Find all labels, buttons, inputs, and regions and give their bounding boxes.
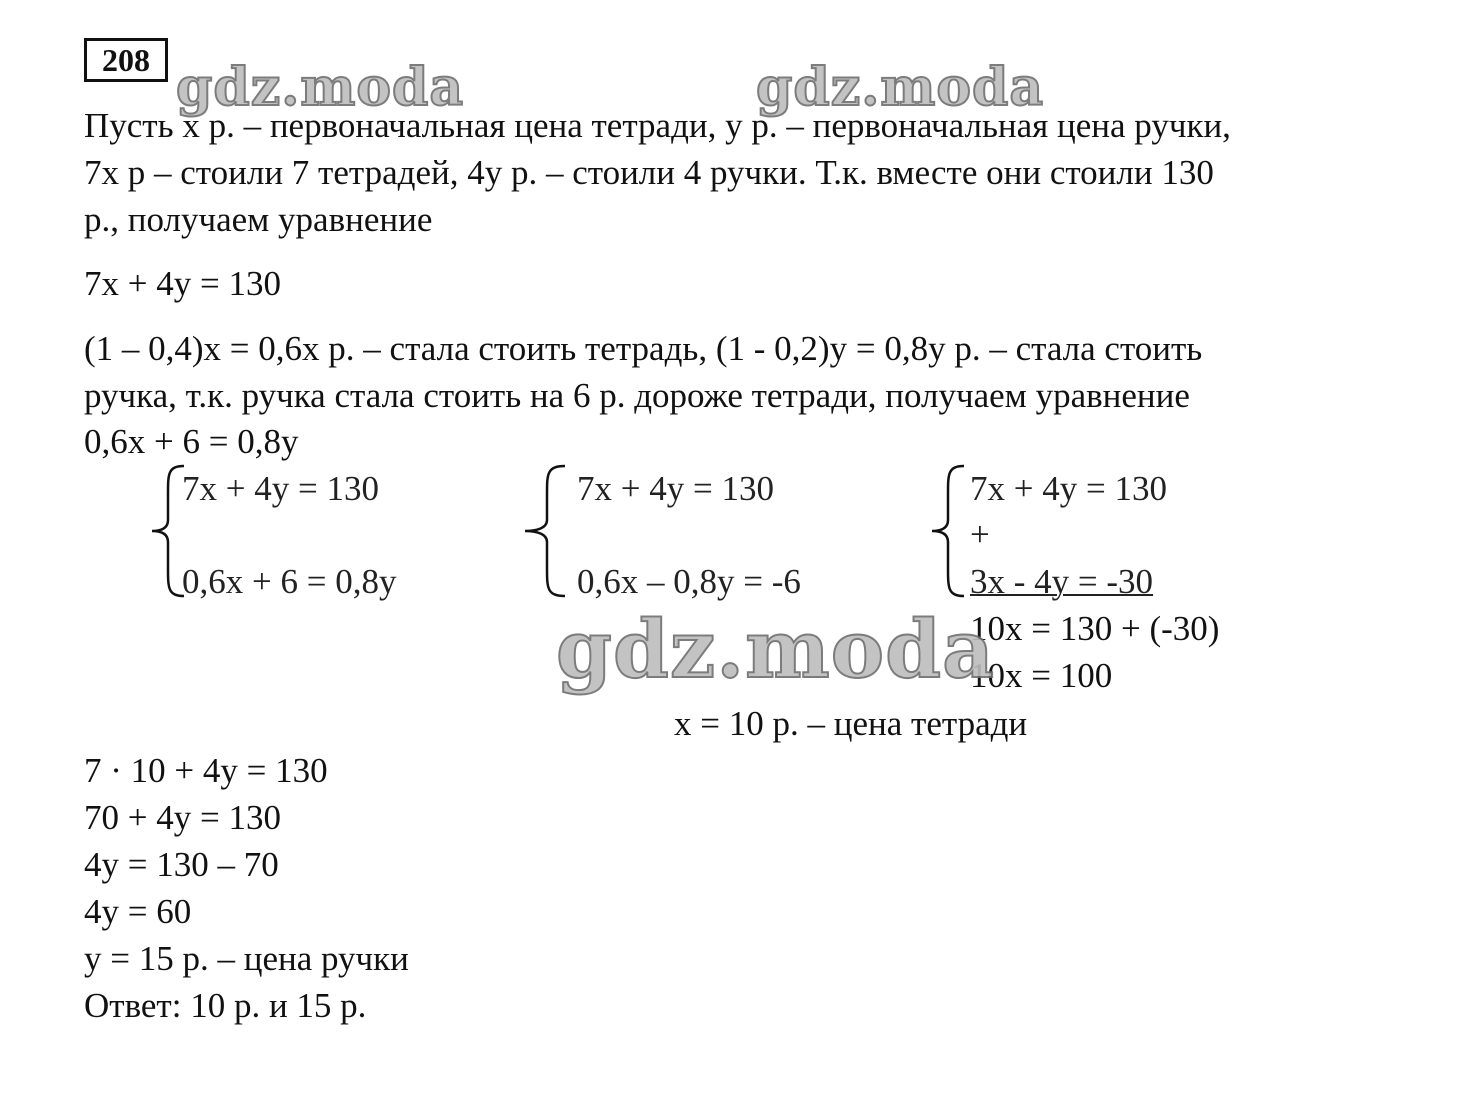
intro-line-3: р., получаем уравнение [84,200,433,239]
y-step-2: 70 + 4y = 130 [84,798,281,837]
y-step-1: 7 · 10 + 4y = 130 [84,751,328,790]
problem-number-box: 208 [84,38,168,82]
equation-1: 7x + 4y = 130 [84,264,281,303]
watermark-top-left: gdz.moda [176,57,465,118]
system-2-brace [523,464,567,598]
system-3-sum-2: 10x = 100 [970,656,1113,695]
intro-line-1: Пусть x р. – первоначальная цена тетради, y р. – первоначальная цена ручки, [84,106,1231,145]
paragraph-2-line-2: ручка, т.к. ручка стала стоить на 6 р. дороже тетради, получаем уравнение [84,376,1190,415]
y-result: y = 15 р. – цена ручки [84,939,409,978]
system-1-bottom: 0,6x + 6 = 0,8y [182,562,397,601]
paragraph-2-line-3: 0,6x + 6 = 0,8y [84,422,299,461]
watermark-top-center: gdz.moda [756,57,1045,118]
system-2-bottom: 0,6x – 0,8y = -6 [577,562,801,601]
system-3-top: 7x + 4y = 130 [970,469,1167,508]
system-1-brace [150,464,186,598]
y-step-4: 4y = 60 [84,892,192,931]
y-step-3: 4y = 130 – 70 [84,845,279,884]
watermark-center: gdz.moda [556,602,995,696]
system-3-plus: + [970,515,990,554]
answer: Ответ: 10 р. и 15 р. [84,986,367,1025]
system-1-top: 7x + 4y = 130 [182,469,379,508]
paragraph-2-line-1: (1 – 0,4)x = 0,6x р. – стала стоить тетрадь, (1 - 0,2)y = 0,8y р. – стала стоить [84,329,1203,368]
system-2-top: 7x + 4y = 130 [577,469,774,508]
intro-line-2: 7x р – стоили 7 тетрадей, 4y р. – стоили 4 ручки. Т.к. вместе они стоили 130 [84,153,1214,192]
x-result: x = 10 р. – цена тетради [674,704,1028,743]
system-3-brace [930,464,966,598]
system-3-sum-1: 10x = 130 + (-30) [970,609,1220,648]
system-3-bottom: 3x - 4y = -30 [970,562,1154,601]
